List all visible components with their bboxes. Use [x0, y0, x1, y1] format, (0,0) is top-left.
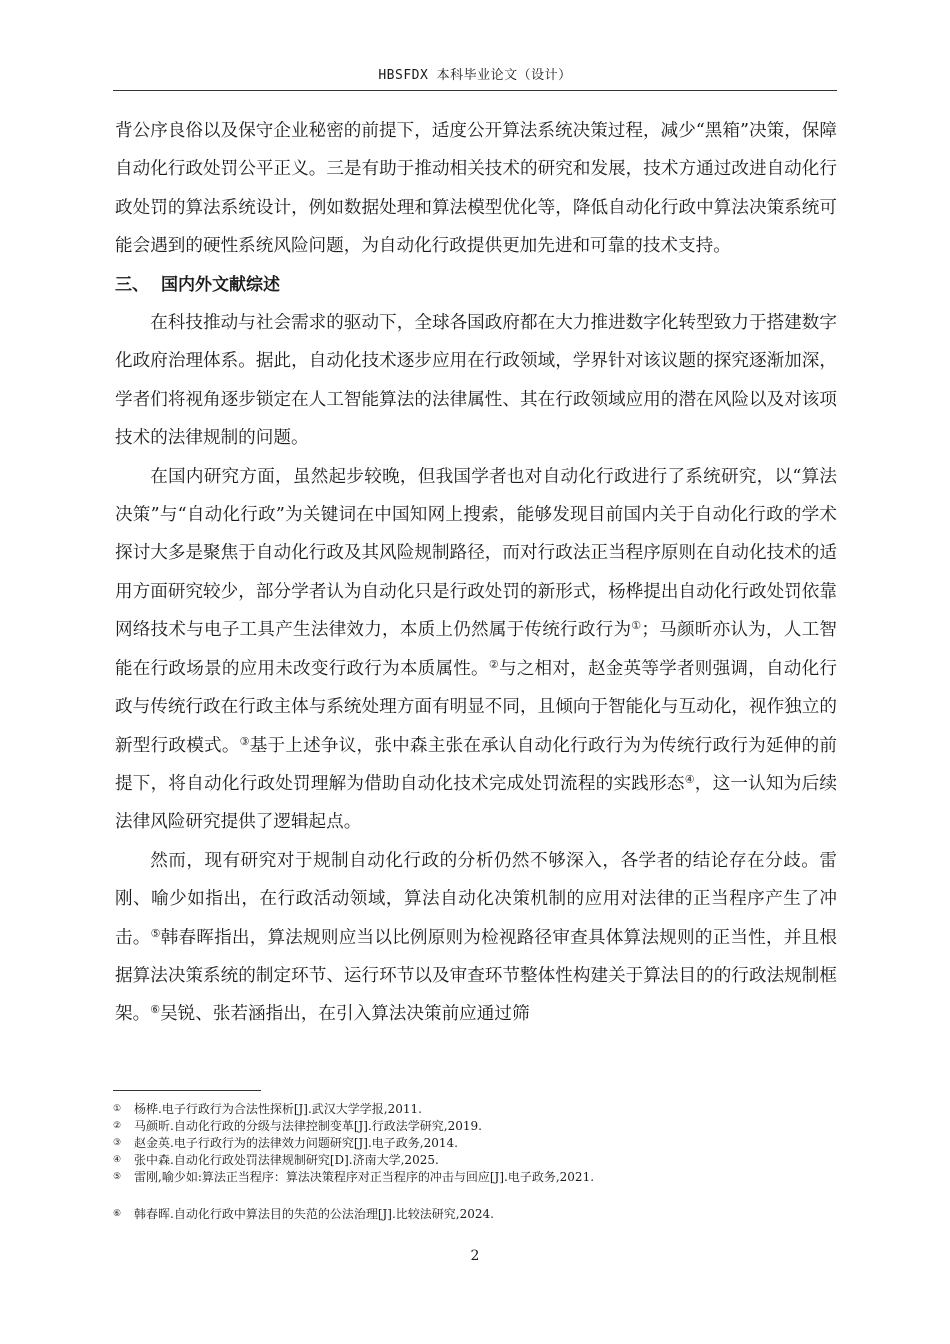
footnote-ref: ②	[488, 657, 499, 671]
paragraph: 在国内研究方面，虽然起步较晚，但我国学者也对自动化行政进行了系统研究，以“算法决策”与“自动化行政”为关键词在中国知网上搜索，能够发现目前国内关于自动化行政的学术探讨大多是聚焦于自动化行政及其风险规制路径，而对行政法正当程序原则在自动化技术的适用方面研究较少，部分学者认为自动化只是行政处罚的新形式，杨桦提出自动化行政处罚依靠网络技术与电子工具产生法律效力，本质上仍然属于传统行政行为①；马颜昕亦认为，人工智能在行政场景的应用未改变行政行为本质属性。②与之相对，赵金英等学者则强调，自动化行政与传统行政在行政主体与系统处理方面有明显不同，且倾向于智能化与互动化，视作独立的新型行政模式。③基于上述争议，张中森主张在承认自动化行政行为为传统行政行为延伸的前提下，将自动化行政处罚理解为借助自动化技术完成处罚流程的实践形态④，这一认知为后续法律风险研究提供了逻辑起点。	[115, 466, 837, 833]
header-divider	[113, 90, 837, 91]
footnote-ref: ④	[684, 772, 695, 786]
footnote-ref: ①	[631, 619, 642, 633]
footnote-divider	[113, 1090, 261, 1091]
footnote-ref: ⑤	[150, 926, 161, 940]
body-text	[115, 112, 837, 1034]
page-number: 2	[470, 1248, 480, 1264]
paragraph: 然而，现有研究对于规制自动化行政的分析仍然不够深入，各学者的结论存在分歧。雷刚、喻少如指出，在行政活动领域，算法自动化决策机制的应用对法律的正当程序产生了冲击。⑤韩春晖指出，算法规则应当以比例原则为检视路径审查具体算法规则的正当性，并且根据算法决策系统的制定环节、运行环节以及审查环节整体性构建关于算法目的的行政法规制框架。⑥吴锐、张若涵指出，在引入算法决策前应通过筛	[115, 850, 837, 1025]
footnote-item: ① 杨桦.电子行政行为合法性探析[J].武汉大学学报,2011.	[113, 1102, 422, 1116]
section-heading	[115, 266, 837, 304]
section-number: 三、	[115, 274, 149, 295]
footnotes	[113, 1101, 837, 1223]
footnote-item: ⑤ 雷刚,喻少如:算法正当程序：算法决策程序对正当程序的冲击与回应[J].电子政务,2021.	[113, 1170, 595, 1184]
section-title: 国内外文献综述	[161, 274, 280, 295]
running-header: HBSFDX 本科毕业论文（设计）	[378, 68, 572, 83]
paragraph: 在科技推动与社会需求的驱动下，全球各国政府都在大力推进数字化转型致力于搭建数字化政府治理体系。据此，自动化技术逐步应用在行政领域，学界针对该议题的探究逐渐加深，学者们将视角逐步锁定在人工智能算法的法律属性、其在行政领域应用的潜在风险以及对该项技术的法律规制的问题。	[115, 313, 837, 449]
footnote-ref: ⑥	[150, 1003, 161, 1017]
footnote-item: ③ 赵金英.电子行政行为的法律效力问题研究[J].电子政务,2014.	[113, 1136, 458, 1150]
footnote-ref: ③	[239, 734, 250, 748]
footnote-item: ② 马颜昕.自动化行政的分级与法律控制变革[J].行政法学研究,2019.	[113, 1119, 482, 1133]
paragraph-continued: 背公序良俗以及保守企业秘密的前提下，适度公开算法系统决策过程，减少“黑箱”决策，保障自动化行政处罚公平正义。三是有助于推动相关技术的研究和发展，技术方通过改进自动化行政处罚的算法系统设计，例如数据处理和算法模型优化等，降低自动化行政中算法决策系统可能会遇到的硬性系统风险问题，为自动化行政提供更加先进和可靠的技术支持。	[115, 121, 837, 257]
footnote-item: ⑥ 韩春晖.自动化行政中算法目的失范的公法治理[J].比较法研究,2024.	[113, 1207, 494, 1221]
footnote-item: ④ 张中森.自动化行政处罚法律规制研究[D].济南大学,2025.	[113, 1153, 439, 1167]
